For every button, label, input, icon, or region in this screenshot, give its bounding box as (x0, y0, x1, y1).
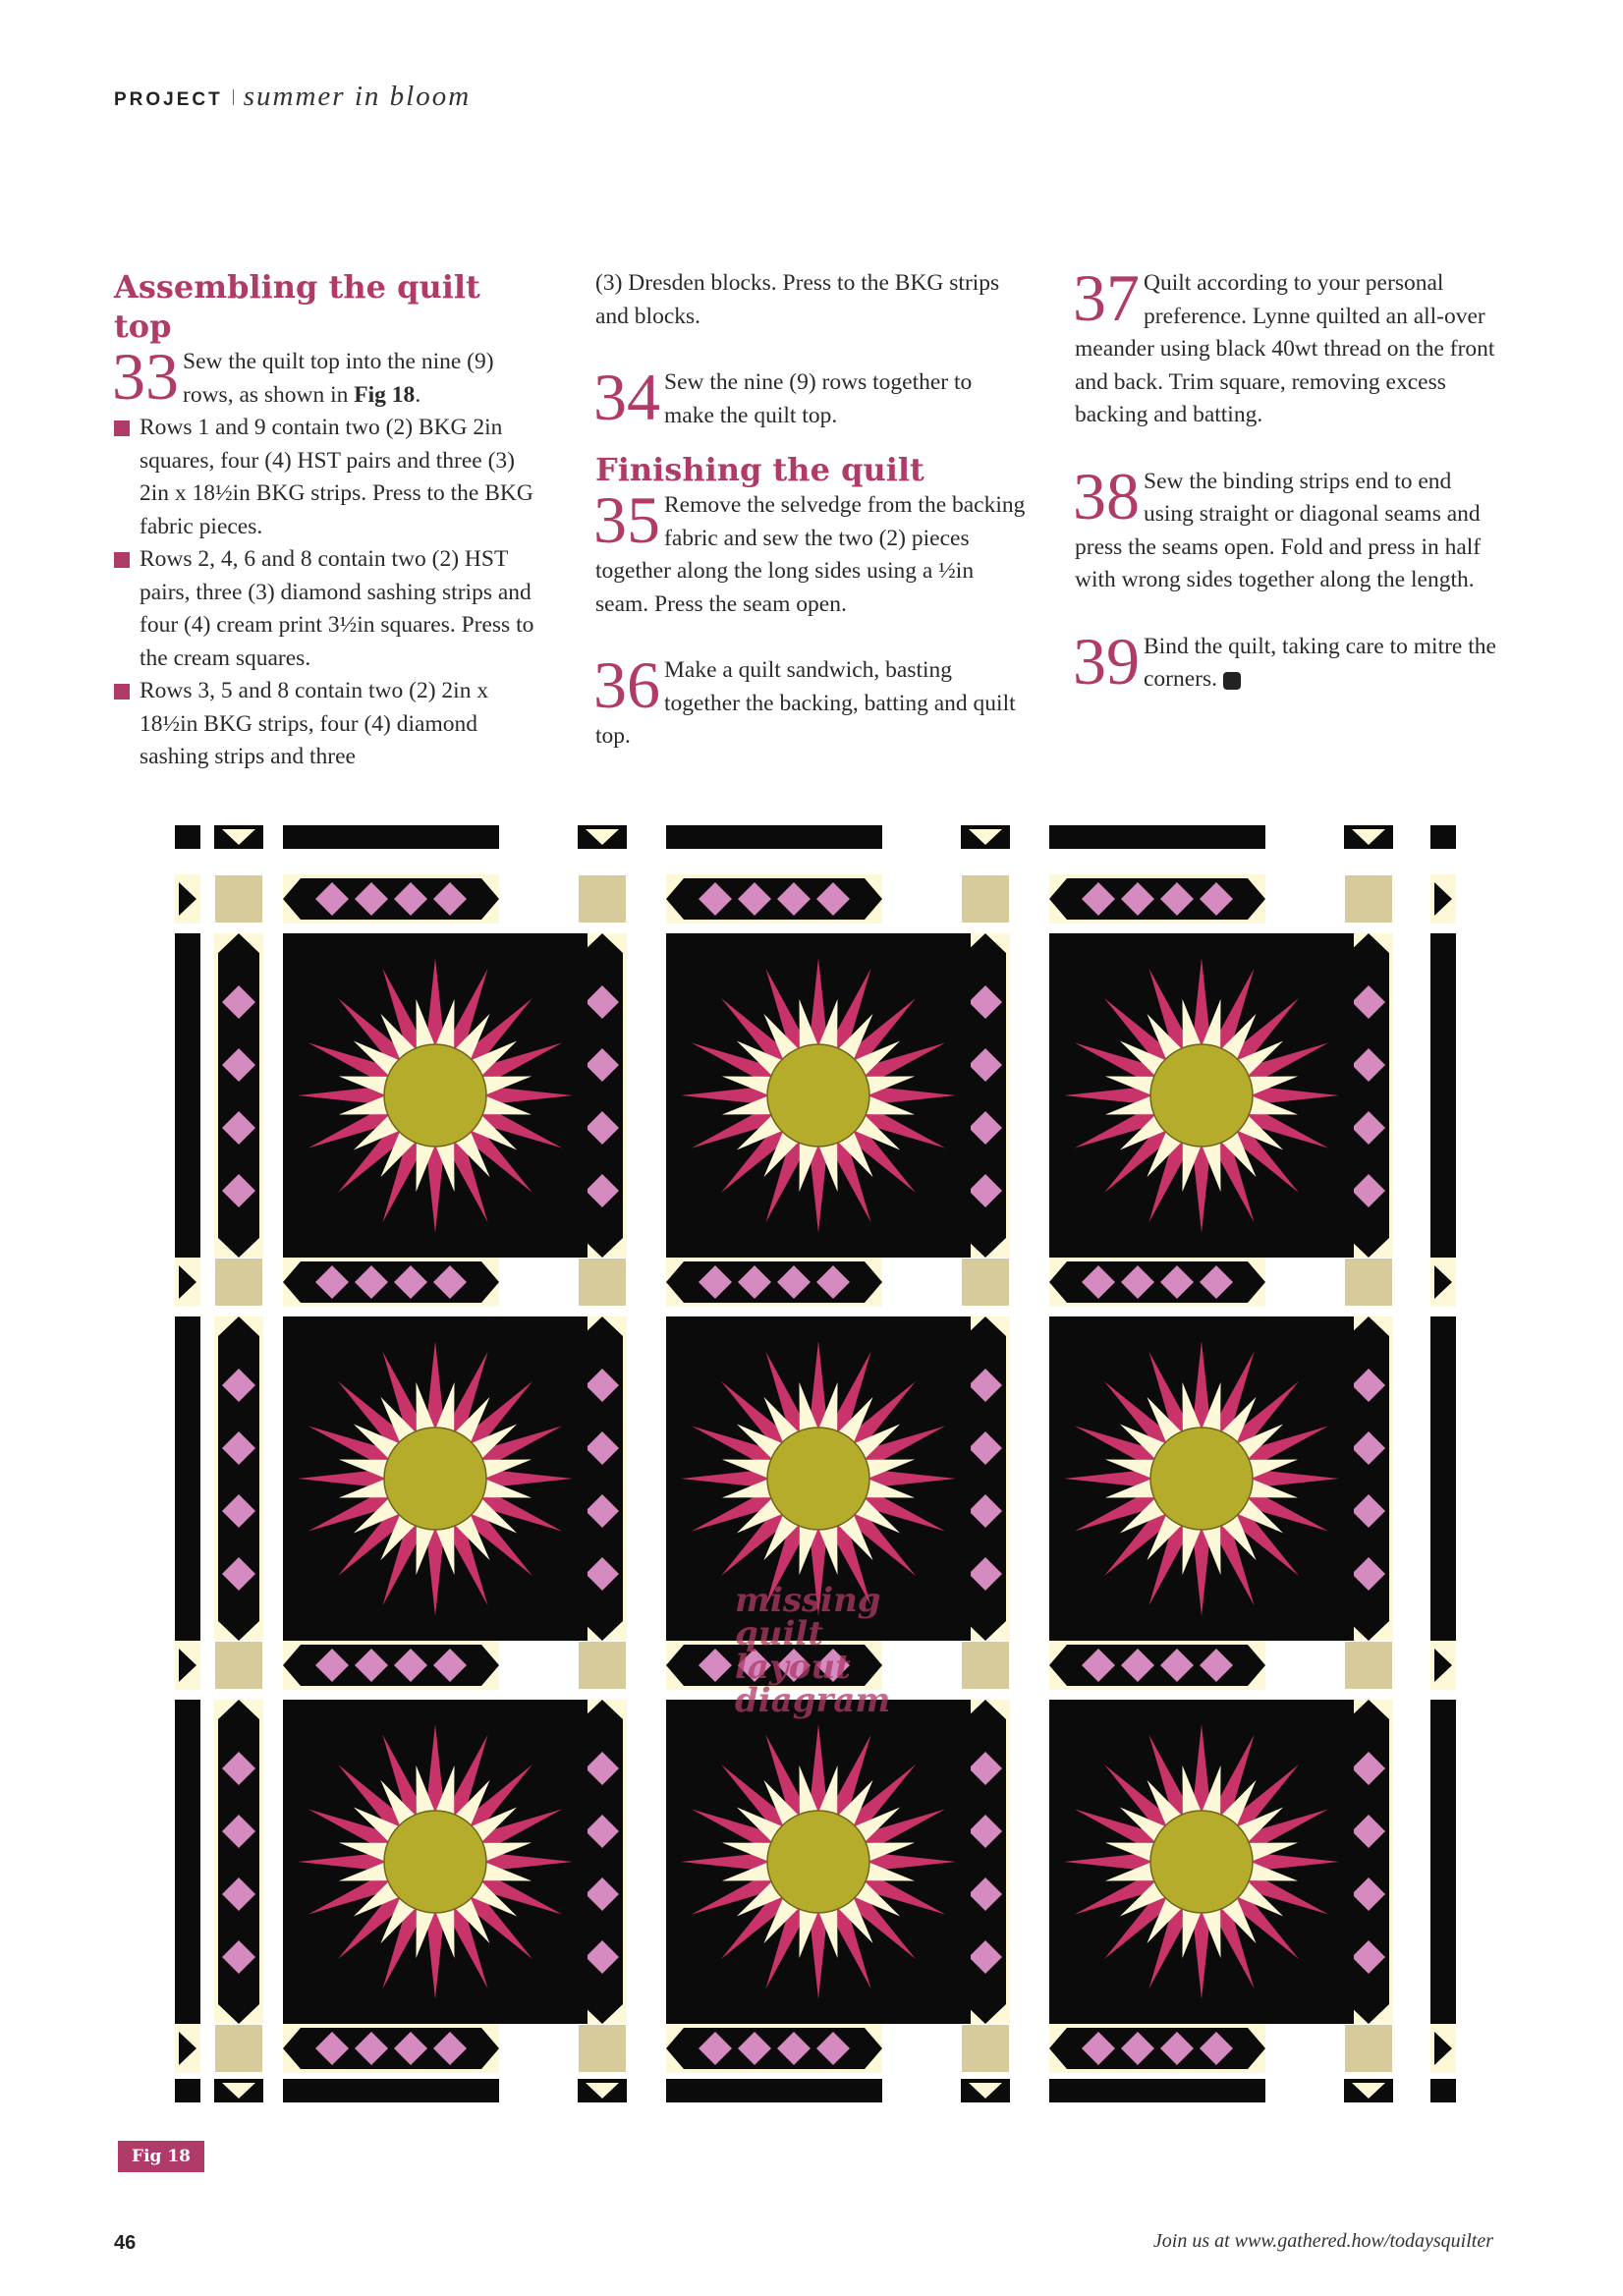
cream-square (1344, 1258, 1393, 1307)
cream-square (961, 1641, 1010, 1690)
cream-square (214, 1258, 263, 1307)
bkg-strip (1430, 933, 1456, 1258)
footer-url: Join us at www.gathered.how/todaysquilter (1152, 2230, 1493, 2252)
step-text: Bind the quilt, taking care to mitre the corners. (1144, 633, 1496, 692)
bkg-strip (283, 825, 499, 849)
bkg-strip (1430, 1316, 1456, 1641)
step-number: 38 (1073, 458, 1140, 533)
step-35 (593, 482, 1028, 621)
header-divider (233, 89, 234, 105)
cream-square (578, 874, 627, 924)
text-column-3 (1073, 260, 1507, 699)
section-heading-assembling: Assembling the quilt top (114, 268, 480, 345)
cream-square (961, 2024, 1010, 2073)
bkg-strip (283, 2079, 499, 2102)
step-33-continued: (3) Dresden blocks. Press to the BKG strips and blocks. (595, 270, 1000, 329)
bullet-rows-1-9: Rows 1 and 9 contain two (2) BKG 2in squares, four (4) HST pairs and three (3) 2in x 18½in BKG strips. Press to the BKG fabric pieces. (114, 412, 546, 543)
figure-reference: Fig 18 (354, 381, 416, 408)
step-text-end: . (415, 381, 421, 408)
sashing-strip (582, 1316, 623, 1641)
step-text: Sew the nine (9) rows together to make the quilt top. (664, 369, 973, 428)
sashing-strip (582, 933, 623, 1258)
flower-center (767, 1044, 869, 1147)
step-number: 37 (1073, 260, 1140, 335)
cream-square (961, 1258, 1010, 1307)
bkg-strip (175, 1700, 200, 2024)
section-label: PROJECT (114, 89, 223, 110)
sashing-strip (582, 1700, 623, 2024)
cream-square (578, 1258, 627, 1307)
sashing-strip (218, 1316, 259, 1641)
missing-diagram-note: missing quilt layout diagram (735, 1581, 891, 1720)
step-text: Make a quilt sandwich, basting together the backing, batting and quilt top. (595, 657, 1016, 749)
flower-center (1150, 1428, 1253, 1530)
bullet-rows-3-5-8: Rows 3, 5 and 8 contain two (2) 2in x 18½in BKG strips, four (4) diamond sashing strips and three (114, 675, 546, 774)
bkg-strip (1049, 2079, 1265, 2102)
sashing-strip (1348, 933, 1389, 1258)
cream-square (578, 2024, 627, 2073)
step-37 (1073, 260, 1507, 432)
bkg-strip (175, 1316, 200, 1641)
cream-square (961, 874, 1010, 924)
step-33 (112, 339, 546, 414)
step-39 (1073, 623, 1507, 699)
flower-center (767, 1428, 869, 1530)
bkg-square (1430, 825, 1456, 849)
step-text: Sew the quilt top into the nine (9) rows, as shown in (183, 349, 494, 408)
flower-center (1150, 1811, 1253, 1913)
step-number: 34 (593, 360, 660, 434)
cream-square (214, 874, 263, 924)
step-number: 35 (593, 482, 660, 557)
sashing-strip (218, 1700, 259, 2024)
cream-square (214, 2024, 263, 2073)
figure-label: Fig 18 (118, 2141, 204, 2172)
text-column-1 (114, 267, 546, 774)
step-number: 39 (1073, 623, 1140, 699)
sashing-strip (965, 1316, 1006, 1641)
cream-square (1344, 874, 1393, 924)
sashing-strip (1348, 1316, 1389, 1641)
bkg-square (175, 2079, 200, 2102)
step-text: Sew the binding strips end to end using straight or diagonal seams and press the seams open. Fold and press in half with wrong sides together along the length. (1075, 468, 1482, 592)
bkg-square (175, 825, 200, 849)
bkg-square (1430, 2079, 1456, 2102)
project-title: summer in bloom (243, 81, 472, 112)
cream-square (1344, 1641, 1393, 1690)
flower-center (1150, 1044, 1253, 1147)
flower-center (767, 1811, 869, 1913)
quilt-layout-diagram (175, 825, 1456, 2102)
bkg-strip (1049, 825, 1265, 849)
step-34 (593, 360, 1028, 434)
end-mark-icon (1223, 672, 1241, 690)
sashing-strip (965, 933, 1006, 1258)
sashing-strip (965, 1700, 1006, 2024)
page-number: 46 (114, 2232, 137, 2254)
step-number: 33 (112, 339, 179, 414)
sashing-strip (218, 933, 259, 1258)
sashing-strip (1348, 1700, 1389, 2024)
step-text: Quilt according to your personal preference. Lynne quilted an all-over meander using black 40wt thread on the front and back. Trim square, removing excess backing and batting. (1075, 270, 1495, 427)
flower-center (384, 1044, 486, 1147)
page-header (114, 81, 471, 120)
flower-center (384, 1428, 486, 1530)
step-text: Remove the selvedge from the backing fabric and sew the two (2) pieces together along the long sides using a ½in seam. Press the seam open. (595, 492, 1026, 617)
section-heading-finishing: Finishing the quilt (595, 451, 924, 488)
bkg-strip (175, 933, 200, 1258)
cream-square (214, 1641, 263, 1690)
cream-square (578, 1641, 627, 1690)
text-column-2 (595, 267, 1028, 754)
flower-center (384, 1811, 486, 1913)
bkg-strip (1430, 1700, 1456, 2024)
step-36 (593, 647, 1028, 754)
step-number: 36 (593, 647, 660, 722)
bkg-strip (666, 825, 882, 849)
step-38 (1073, 458, 1507, 597)
cream-square (1344, 2024, 1393, 2073)
bullet-rows-2-4-6-8: Rows 2, 4, 6 and 8 contain two (2) HST pairs, three (3) diamond sashing strips and four (4) cream print 3½in squares. Press to the cream squares. (114, 543, 546, 675)
bkg-strip (666, 2079, 882, 2102)
